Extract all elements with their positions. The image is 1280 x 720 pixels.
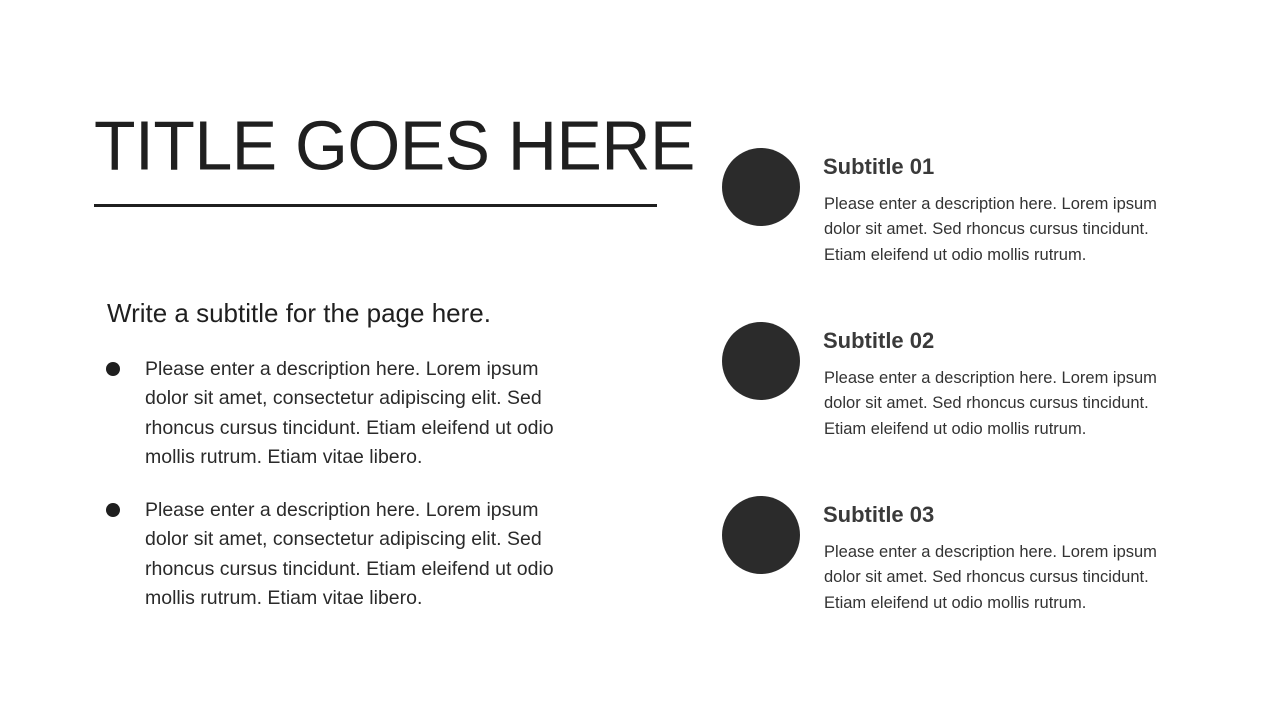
bullet-dot-icon xyxy=(106,503,120,517)
subtitle-item-02 xyxy=(722,322,1202,452)
title-divider xyxy=(94,204,657,207)
subtitle-item-description: Please enter a description here. Lorem ipsum dolor sit amet. Sed rhoncus cursus tincidunt. Etiam eleifend ut odio mollis rutrum. xyxy=(824,369,1157,438)
bullet-list xyxy=(106,355,606,637)
subtitle-item-title: Subtitle 01 xyxy=(823,154,935,179)
circle-icon xyxy=(722,148,800,226)
bullet-text: Please enter a description here. Lorem ipsum dolor sit amet, consectetur adipiscing elit. Sed rhoncus cursus tincidunt. Etiam eleifend ut odio mollis rutrum. Etiam vitae libero. xyxy=(145,499,554,610)
bullet-text: Please enter a description here. Lorem ipsum dolor sit amet, consectetur adipiscing elit. Sed rhoncus cursus tincidunt. Etiam eleifend ut odio mollis rutrum. Etiam vitae libero. xyxy=(145,358,554,468)
circle-icon xyxy=(722,322,800,400)
page-subtitle: Write a subtitle for the page here. xyxy=(107,298,491,328)
subtitle-item-description: Please enter a description here. Lorem ipsum dolor sit amet. Sed rhoncus cursus tincidunt. Etiam eleifend ut odio mollis rutrum. xyxy=(824,543,1157,612)
subtitle-item-title: Subtitle 02 xyxy=(823,328,935,353)
subtitle-item-03 xyxy=(722,496,1202,626)
subtitle-item-01 xyxy=(722,148,1202,278)
subtitle-item-description: Please enter a description here. Lorem ipsum dolor sit amet. Sed rhoncus cursus tincidunt. Etiam eleifend ut odio mollis rutrum. xyxy=(824,195,1157,264)
subtitle-item-title: Subtitle 03 xyxy=(823,502,935,527)
circle-icon xyxy=(722,496,800,574)
bullet-item xyxy=(106,355,606,472)
bullet-dot-icon xyxy=(106,362,120,376)
page-title: TITLE GOES HERE xyxy=(94,107,695,185)
bullet-item xyxy=(106,496,606,613)
